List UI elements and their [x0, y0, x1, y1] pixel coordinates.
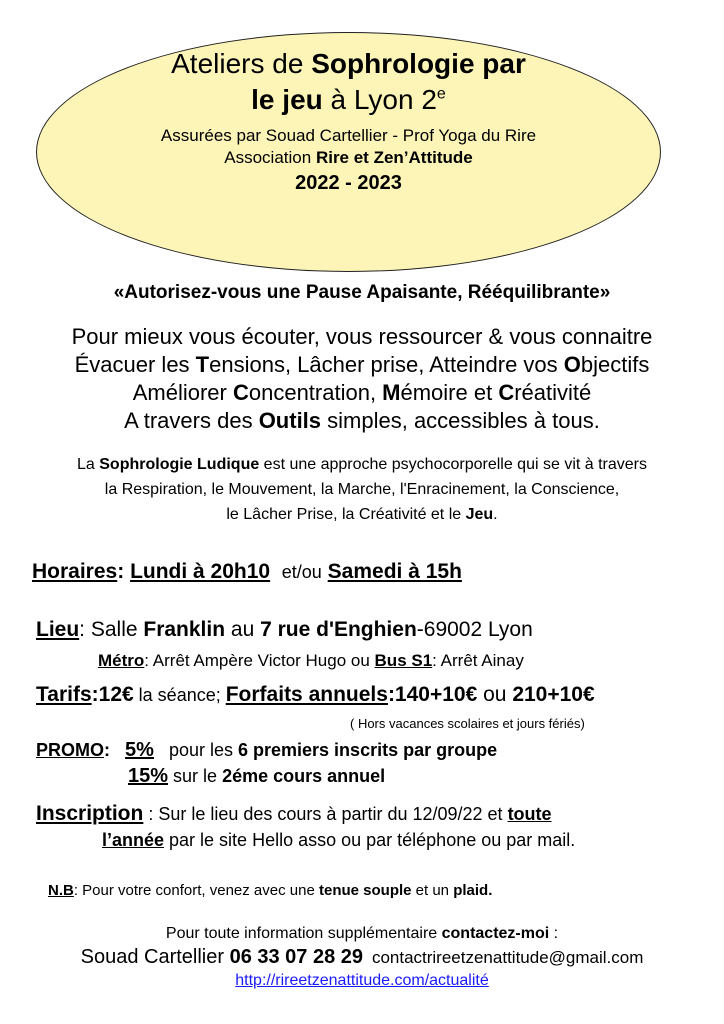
transport-line: Métro: Arrêt Ampère Victor Hugo ou Bus S1: Arrêt Ainay: [98, 651, 524, 670]
header-title-line2: le jeu à Lyon 2e: [251, 84, 446, 115]
contact-email[interactable]: contactrireetzenattitude@gmail.com: [371, 948, 644, 967]
inscription-line-1: Inscription : Sur le lieu des cours à partir du 12/09/22 et toute: [36, 802, 552, 825]
description-line-1: La Sophrologie Ludique est une approche psychocorporelle qui se vit à travers: [77, 456, 647, 473]
contact-phone[interactable]: 06 33 07 28 29: [229, 946, 364, 968]
promo-line-1: PROMO: 5% pour les 6 premiers inscrits par groupe: [36, 739, 498, 761]
tarifs-note: ( Hors vacances scolaires et jours fériés): [350, 716, 585, 731]
header-title-line1: Ateliers de Sophrologie par: [171, 48, 526, 79]
contact-url-row: [0, 972, 724, 990]
header-subtitle: Assurées par Souad Cartellier - Prof Yoga du Rire: [160, 126, 537, 145]
horaires-line: Horaires: Lundi à 20h10 et/ou Samedi à 15h: [32, 560, 462, 583]
nb-line: N.B: Pour votre confort, venez avec une tenue souple et un plaid.: [48, 882, 493, 899]
tarifs-line: Tarifs:12€ la séance; Forfaits annuels:140+10€ ou 210+10€: [36, 683, 595, 706]
benefit-line-2: Évacuer les Tensions, Lâcher prise, Atteindre vos Objectifs: [74, 352, 650, 377]
lieu-line: Lieu: Salle Franklin au 7 rue d'Enghien-69002 Lyon: [36, 618, 533, 641]
promo-line-2: 15% sur le 2éme cours annuel: [128, 765, 386, 787]
description-line-2: la Respiration, le Mouvement, la Marche, l'Enracinement, la Conscience,: [104, 481, 620, 498]
benefit-line-4: A travers des Outils simples, accessibles à tous.: [124, 408, 600, 433]
header-association: Association Rire et Zen’Attitude: [224, 148, 473, 167]
website-link[interactable]: http://rireetzenattitude.com/actualité: [235, 972, 489, 989]
benefit-line-3: Améliorer Concentration, Mémoire et Créativité: [132, 380, 592, 405]
header-year: 2022 - 2023: [295, 172, 402, 194]
inscription-line-2: l’année par le site Hello asso ou par téléphone ou par mail.: [102, 830, 576, 850]
benefit-line-1: Pour mieux vous écouter, vous ressourcer & vous connaitre: [71, 324, 653, 349]
description-line-3: le Lâcher Prise, la Créativité et le Jeu.: [226, 506, 498, 523]
contact-intro: Pour toute information supplémentaire contactez-moi :: [165, 925, 559, 942]
contact-details: Souad Cartellier 06 33 07 28 29 contactrireetzenattitude@gmail.com: [80, 946, 644, 968]
slogan: «Autorisez-vous une Pause Apaisante, Rééquilibrante»: [113, 282, 611, 303]
